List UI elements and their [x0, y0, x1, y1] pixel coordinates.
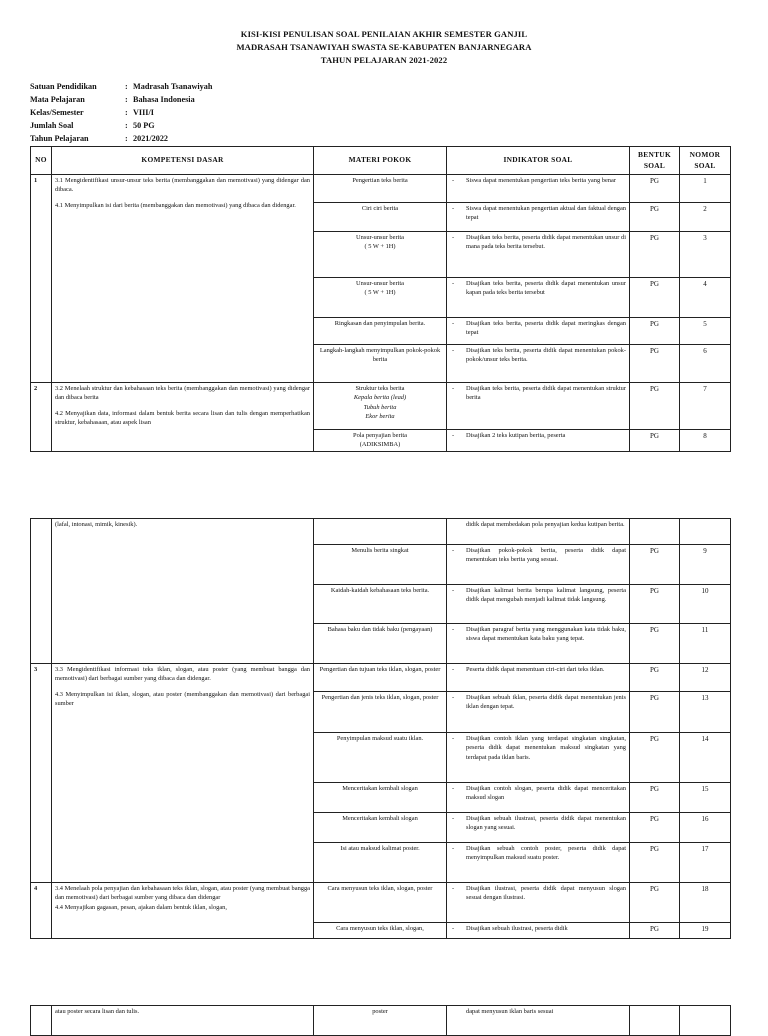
table-row	[31, 664, 731, 692]
nomor-soal-cell: 2	[680, 203, 731, 232]
bentuk-soal-cell: PG	[630, 664, 680, 692]
materi-text: Pola penyajian berita	[353, 432, 407, 439]
bentuk-soal-cell: PG	[630, 585, 680, 624]
nomor-soal-cell: 7	[680, 383, 731, 430]
nomor-soal-cell: 17	[680, 843, 731, 883]
bentuk-soal-cell: PG	[630, 203, 680, 232]
bentuk-soal-cell: PG	[630, 692, 680, 733]
indikator-cell	[447, 923, 630, 939]
indikator-text: Siswa dapat menentukan pengertian teks berita yang benar	[466, 177, 616, 184]
materi-pokok-cell: poster	[314, 1006, 447, 1036]
materi-pokok-cell	[314, 232, 447, 278]
nomor-soal-cell: 11	[680, 624, 731, 664]
nomor-soal-cell: 8	[680, 430, 731, 452]
bullet-dash: -	[452, 347, 455, 354]
info-colon: :	[125, 121, 128, 130]
kompetensi-dasar-cell	[52, 664, 314, 883]
kompetensi-dasar-cell	[52, 519, 314, 664]
kompetensi-dasar-cell	[52, 1006, 314, 1036]
header-no: NO	[31, 147, 52, 175]
info-colon: :	[125, 95, 128, 104]
header-bentuk-soal: BENTUK SOAL	[630, 147, 680, 175]
bentuk-soal-cell: PG	[630, 843, 680, 883]
info-label: Satuan Pendidikan	[30, 82, 97, 91]
bullet-dash: -	[452, 845, 455, 852]
info-label: Kelas/Semester	[30, 108, 84, 117]
indikator-cell	[447, 1006, 630, 1036]
indikator-text: dapat menyusun iklan baris sesuai	[466, 1008, 554, 1015]
indikator-cell	[447, 664, 630, 692]
kd-text: 4.3 Menyimpulkan isi iklan, slogan, atau poster (membanggakan dan memotivasi) dari berbagai sumber	[55, 690, 310, 707]
info-row-satuan	[30, 82, 212, 91]
nomor-soal-cell: 19	[680, 923, 731, 939]
materi-item: Ekor berita	[365, 412, 395, 420]
bullet-dash: -	[452, 666, 455, 673]
bullet-dash: -	[452, 885, 455, 892]
nomor-soal-cell: 10	[680, 585, 731, 624]
bentuk-soal-cell: PG	[630, 624, 680, 664]
materi-pokok-cell: Pengertian dan jenis teks iklan, slogan, poster	[314, 692, 447, 733]
nomor-soal-cell: 9	[680, 545, 731, 585]
indikator-text: Disajikan pokok-pokok berita, peserta didik dapat menentukan teks berita yang sesuai.	[466, 547, 626, 564]
bullet-dash: -	[452, 626, 455, 633]
nomor-soal-cell: 5	[680, 318, 731, 345]
info-value: VIII/I	[133, 108, 154, 117]
table-row	[31, 519, 731, 545]
bentuk-soal-cell: PG	[630, 733, 680, 783]
bentuk-soal-cell: PG	[630, 923, 680, 939]
indikator-cell	[447, 733, 630, 783]
materi-pokok-cell: Cara menyusun teks iklan, slogan, poster	[314, 883, 447, 923]
group-number: 2	[31, 383, 52, 452]
indikator-cell	[447, 278, 630, 318]
nomor-soal-cell: 3	[680, 232, 731, 278]
bentuk-soal-cell: PG	[630, 345, 680, 383]
kd-text: 3.1 Mengidentifikasi unsur-unsur teks berita (membanggakan dan memotivasi) yang didengar dan dibaca.	[55, 177, 310, 194]
group-number	[31, 1006, 52, 1036]
materi-pokok-cell: Isi atau maksud kalimat poster.	[314, 843, 447, 883]
bullet-dash: -	[452, 785, 455, 792]
bullet-dash: -	[452, 234, 455, 241]
nomor-soal-cell: 14	[680, 733, 731, 783]
bentuk-soal-cell: PG	[630, 883, 680, 923]
nomor-soal-cell: 15	[680, 783, 731, 813]
indikator-cell	[447, 783, 630, 813]
indikator-text: Siswa dapat menentukan pengertian aktual dan faktual dengan tepat	[466, 205, 626, 222]
info-colon: :	[125, 108, 128, 117]
indikator-text: Disajikan teks berita, peserta didik dapat menentukan pokok-pokok/unsur teks berita.	[466, 347, 626, 364]
materi-pokok-cell	[314, 519, 447, 545]
indikator-text: Disajikan contoh iklan yang terdapat singkatan singkatan, peserta didik dapat menentukan maksud singkatan yang terdapat pada iklan baris.	[466, 735, 626, 761]
materi-pokok-cell: Pengertian teks berita	[314, 175, 447, 203]
doc-title-line3: TAHUN PELAJARAN 2021-2022	[320, 55, 448, 65]
indikator-cell	[447, 383, 630, 430]
group-number	[31, 519, 52, 664]
materi-pokok-cell: Menceritakan kembali slogan	[314, 813, 447, 843]
bullet-dash: -	[452, 694, 455, 701]
indikator-text: Disajikan paragraf berita yang menggunakan kata tidak baku, siswa dapat menentukan kata baku yang tepat.	[466, 626, 626, 643]
materi-subtext: ( 5 W + 1H)	[364, 289, 396, 297]
kd-text: 4.4 Menyajikan gagasan, pesan, ajakan dalam bentuk iklan, slogan,	[55, 903, 227, 911]
info-row-jumlah	[30, 121, 155, 130]
table-row	[31, 883, 731, 923]
materi-pokok-cell	[314, 278, 447, 318]
indikator-cell	[447, 813, 630, 843]
info-row-tahun	[30, 134, 168, 143]
bentuk-soal-cell: PG	[630, 430, 680, 452]
bentuk-soal-cell	[630, 519, 680, 545]
materi-pokok-cell: Ringkasan dan penyimpulan berita.	[314, 318, 447, 345]
materi-pokok-cell: Menulis berita singkat	[314, 545, 447, 585]
kisi-kisi-table-page2	[30, 518, 731, 939]
materi-item: Tubuh berita	[363, 403, 397, 411]
nomor-soal-cell	[680, 1006, 731, 1036]
doc-title-line1: KISI-KISI PENULISAN SOAL PENILAIAN AKHIR SEMESTER GANJIL	[240, 29, 528, 39]
kisi-kisi-table-page3	[30, 1005, 731, 1036]
materi-subtext: ( 5 W + 1H)	[364, 243, 396, 251]
bullet-dash: -	[452, 735, 455, 742]
indikator-cell	[447, 318, 630, 345]
header-nomor-soal: NOMOR SOAL	[680, 147, 731, 175]
info-label: Tahun Pelajaran	[30, 134, 89, 143]
nomor-soal-cell: 12	[680, 664, 731, 692]
indikator-text: Disajikan sebuah ilustrasi, peserta didik dapat menentukan slogan yang sesuai.	[466, 815, 626, 832]
materi-pokok-cell: Cara menyusun teks iklan, slogan,	[314, 923, 447, 939]
bullet-dash: -	[452, 587, 455, 594]
indikator-cell	[447, 585, 630, 624]
bullet-dash: -	[452, 432, 455, 439]
indikator-text: Disajikan teks berita, peserta didik dapat menentukan unsur di mana pada teks berita tersebut.	[466, 234, 626, 251]
table-row	[31, 1006, 731, 1036]
indikator-text: Disajikan kalimat berita berupa kalimat langsung, peserta didik dapat mengubah menjadi kalimat tidak langsung.	[466, 587, 626, 604]
header-indikator-soal: INDIKATOR SOAL	[447, 147, 630, 175]
indikator-cell	[447, 545, 630, 585]
bullet-dash: -	[452, 320, 455, 327]
materi-pokok-cell	[314, 383, 447, 430]
info-row-mapel	[30, 95, 195, 104]
indikator-text: Disajikan sebuah ilustrasi, peserta didik	[466, 925, 568, 932]
indikator-text: Disajikan sebuah contoh poster, peserta didik dapat menyimpulkan maksud suatu poster.	[466, 845, 626, 862]
materi-pokok-cell: Penyimpulan maksud suatu iklan.	[314, 733, 447, 783]
bentuk-soal-cell: PG	[630, 175, 680, 203]
materi-pokok-cell: Langkah-langkah menyimpulkan pokok-pokok berita	[314, 345, 447, 383]
indikator-text: Disajikan 2 teks kutipan berita, peserta	[466, 432, 566, 439]
bentuk-soal-cell: PG	[630, 232, 680, 278]
bullet-dash	[450, 520, 466, 529]
indikator-text: Disajikan teks berita, peserta didik dapat menentukan struktur berita	[466, 385, 626, 402]
bentuk-soal-cell: PG	[630, 318, 680, 345]
indikator-cell	[447, 203, 630, 232]
info-value: Madrasah Tsanawiyah	[133, 82, 213, 91]
info-label: Jumlah Soal	[30, 121, 74, 130]
kd-text: 4.2 Menyajikan data, informasi dalam bentuk berita secara lisan dan tulis dengan memperhatikan struktur, kebahasaan, atau aspek lisan	[55, 409, 310, 426]
indikator-text: Disajikan teks berita, peserta didik dapat meringkas dengan tepat	[466, 320, 626, 337]
info-row-kelas	[30, 108, 154, 117]
materi-pokok-cell: Menceritakan kembali slogan	[314, 783, 447, 813]
info-label: Mata Pelajaran	[30, 95, 85, 104]
materi-text: Unsur-unsur berita	[356, 234, 404, 241]
indikator-cell	[447, 624, 630, 664]
nomor-soal-cell: 6	[680, 345, 731, 383]
table-row	[31, 383, 731, 430]
materi-pokok-cell: Pengertian dan tujuan teks iklan, slogan, poster	[314, 664, 447, 692]
bentuk-soal-cell: PG	[630, 383, 680, 430]
nomor-soal-cell: 1	[680, 175, 731, 203]
indikator-text: didik dapat membedakan pola penyajian kedua kutipan berita.	[466, 521, 625, 528]
kd-text: 3.2 Menelaah struktur dan kebahasaan teks berita (membanggakan dan memotivasi) yang didengar dan dibaca berita	[55, 385, 310, 402]
group-number: 3	[31, 664, 52, 883]
materi-item: Kepala berita (lead)	[353, 394, 407, 402]
kompetensi-dasar-cell	[52, 175, 314, 383]
materi-text: Struktur teks berita	[355, 385, 405, 392]
indikator-cell	[447, 692, 630, 733]
materi-pokok-cell: Bahasa baku dan tidak baku (pengayaan)	[314, 624, 447, 664]
kd-text: 4.1 Menyimpulkan isi dari berita (membanggakan dan memotivasi) yang dibaca dan didengar.	[55, 201, 296, 209]
indikator-text: Disajikan ilustrasi, peserta didik dapat menyusun slogan sesuai dengan ilustrasi.	[466, 885, 626, 902]
indikator-text: Peserta didik dapat menentuan ciri-ciri dari teks iklan.	[466, 666, 605, 673]
materi-pokok-cell	[314, 430, 447, 452]
materi-pokok-cell: Ciri ciri berita	[314, 203, 447, 232]
bullet-dash: -	[452, 205, 455, 212]
group-number: 4	[31, 883, 52, 939]
materi-subtext: (ADIKSIMBA)	[359, 441, 401, 449]
kisi-kisi-table-page1	[30, 146, 731, 452]
nomor-soal-cell: 16	[680, 813, 731, 843]
table-row	[31, 175, 731, 203]
kd-text: atau poster secara lisan dan tulis.	[55, 1008, 140, 1015]
bullet-dash: -	[452, 385, 455, 392]
group-number: 1	[31, 175, 52, 383]
bullet-dash: -	[452, 177, 455, 184]
bullet-dash: -	[452, 925, 455, 932]
info-value: Bahasa Indonesia	[133, 95, 195, 104]
nomor-soal-cell: 18	[680, 883, 731, 923]
bullet-dash: -	[452, 815, 455, 822]
kompetensi-dasar-cell	[52, 383, 314, 452]
indikator-cell	[447, 883, 630, 923]
materi-text: Unsur-unsur berita	[356, 280, 404, 287]
bentuk-soal-cell: PG	[630, 278, 680, 318]
bentuk-soal-cell	[630, 1006, 680, 1036]
materi-pokok-cell: Kaidah-kaidah kebahasaan teks berita.	[314, 585, 447, 624]
doc-title-line2: MADRASAH TSANAWIYAH SWASTA SE-KABUPATEN BANJARNEGARA	[236, 42, 532, 52]
indikator-cell	[447, 519, 630, 545]
kompetensi-dasar-cell	[52, 883, 314, 939]
nomor-soal-cell	[680, 519, 731, 545]
nomor-soal-cell: 13	[680, 692, 731, 733]
info-value: 50 PG	[133, 121, 155, 130]
kd-text: 3.3 Mengidentifikasi informasi teks iklan, slogan, atau poster (yang membuat bangga dan memotivasi) dari berbagai sumber yang dibaca dan didengar.	[55, 666, 310, 683]
bentuk-soal-cell: PG	[630, 545, 680, 585]
bentuk-soal-cell: PG	[630, 783, 680, 813]
kd-text: (lafal, intonasi, mimik, kinesik).	[55, 521, 138, 528]
bullet-dash: -	[452, 280, 455, 287]
bullet-dash	[450, 1007, 466, 1016]
indikator-cell	[447, 345, 630, 383]
indikator-text: Disajikan sebuah iklan, peserta didik dapat menentukan jenis iklan dengan tepat.	[466, 694, 626, 711]
kd-text: 3.4 Menelaah pola penyajian dan kebahasaan teks iklan, slogan, atau poster (yang membuat bangga dan memotivasi) dari berbagai sumber yang dibaca dan didengar	[55, 885, 310, 902]
indikator-cell	[447, 430, 630, 452]
table-header-row	[31, 147, 731, 175]
indikator-text: Disajikan teks berita, peserta didik dapat menentukan unsur kapan pada teks berita tersebut	[466, 280, 626, 297]
bullet-dash: -	[452, 547, 455, 554]
nomor-soal-cell: 4	[680, 278, 731, 318]
indikator-cell	[447, 232, 630, 278]
header-materi-pokok: MATERI POKOK	[314, 147, 447, 175]
info-colon: :	[125, 82, 128, 91]
bentuk-soal-cell: PG	[630, 813, 680, 843]
info-value: 2021/2022	[133, 134, 169, 143]
indikator-cell	[447, 843, 630, 883]
indikator-text: Disajikan contoh slogan, peserta didik dapat menceritakan maksud slogan	[466, 785, 626, 802]
header-kompetensi-dasar: KOMPETENSI DASAR	[52, 147, 314, 175]
indikator-cell	[447, 175, 630, 203]
info-colon: :	[125, 134, 128, 143]
